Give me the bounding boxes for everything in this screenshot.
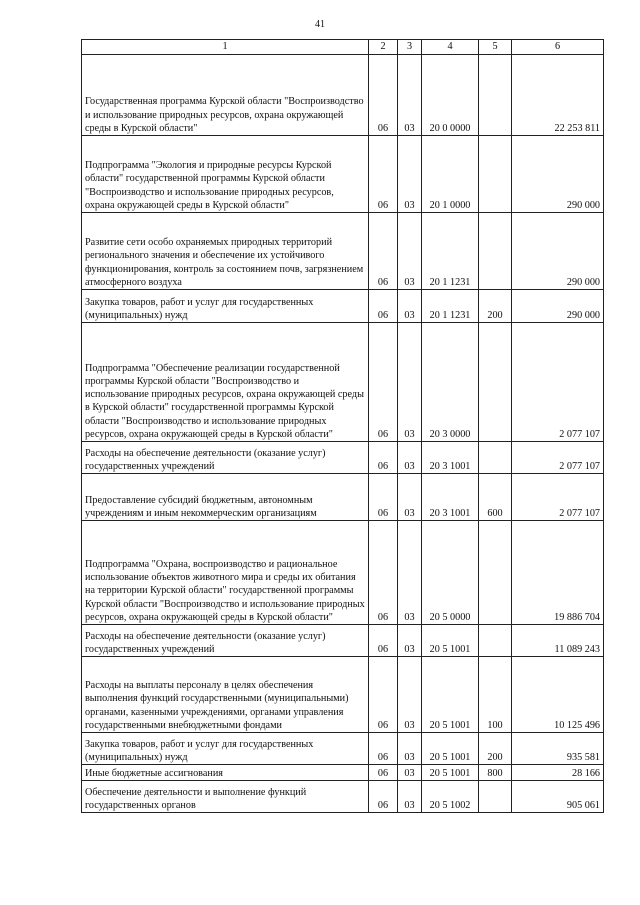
row-vr: 600 [479,474,512,521]
row-csr: 20 5 0000 [422,521,479,625]
header-col-3: 3 [398,40,422,55]
row-sum: 290 000 [512,136,604,213]
row-pr: 03 [398,55,422,136]
header-col-5: 5 [479,40,512,55]
row-csr: 20 1 1231 [422,213,479,290]
row-pr: 03 [398,442,422,474]
row-vr [479,625,512,657]
header-col-2: 2 [369,40,398,55]
row-rz: 06 [369,55,398,136]
row-csr: 20 1 0000 [422,136,479,213]
row-sum: 28 166 [512,765,604,781]
row-rz: 06 [369,733,398,765]
row-name: Государственная программа Курской области "Воспроизводство и использование природных ресурсов, охрана окружающей среды в Курской области" [82,55,369,136]
header-col-1: 1 [82,40,369,55]
row-rz: 06 [369,625,398,657]
row-vr [479,521,512,625]
row-sum: 290 000 [512,290,604,323]
row-rz: 06 [369,781,398,813]
row-sum: 290 000 [512,213,604,290]
row-csr: 20 5 1002 [422,781,479,813]
row-rz: 06 [369,290,398,323]
row-vr [479,136,512,213]
row-sum: 22 253 811 [512,55,604,136]
row-vr [479,442,512,474]
row-csr: 20 5 1001 [422,625,479,657]
row-csr: 20 1 1231 [422,290,479,323]
row-name: Обеспечение деятельности и выполнение функций государственных органов [82,781,369,813]
table-row [82,474,604,521]
row-pr: 03 [398,625,422,657]
row-vr: 100 [479,657,512,733]
table-row [82,136,604,213]
row-rz: 06 [369,136,398,213]
row-name: Расходы на выплаты персоналу в целях обеспечения выполнения функций государственными (муниципальными) органами, казенными учреждениями, органами управления государственными внебюджетными фондами [82,657,369,733]
row-rz: 06 [369,765,398,781]
row-vr [479,55,512,136]
row-name: Расходы на обеспечение деятельности (оказание услуг) государственных учреждений [82,442,369,474]
row-name: Иные бюджетные ассигнования [82,765,369,781]
row-pr: 03 [398,765,422,781]
table-row [82,657,604,733]
row-pr: 03 [398,213,422,290]
row-pr: 03 [398,781,422,813]
row-pr: 03 [398,521,422,625]
row-sum: 2 077 107 [512,474,604,521]
table-row [82,521,604,625]
row-name: Развитие сети особо охраняемых природных территорий регионального значения и обеспечение их устойчивого функционирования, контроль за состоянием почв, загрязнением атмосферного воздуха [82,213,369,290]
row-name: Предоставление субсидий бюджетным, автономным учреждениям и иным некоммерческим организациям [82,474,369,521]
row-name: Подпрограмма "Обеспечение реализации государственной программы Курской области "Воспроизводство и использование природных ресурсов, охрана окружающей среды в Курской области" государственной программы Курской области "Воспроизводство и использование природных ресурсов, охрана окружающей среды в Курской области" [82,323,369,442]
table-row [82,55,604,136]
header-col-6: 6 [512,40,604,55]
row-csr: 20 5 1001 [422,733,479,765]
row-sum: 935 581 [512,733,604,765]
table-row [82,765,604,781]
row-sum: 2 077 107 [512,442,604,474]
row-vr: 800 [479,765,512,781]
table-row [82,290,604,323]
table-row [82,213,604,290]
row-vr [479,213,512,290]
row-vr: 200 [479,733,512,765]
row-sum: 2 077 107 [512,323,604,442]
row-pr: 03 [398,657,422,733]
row-csr: 20 3 1001 [422,474,479,521]
header-row [82,40,604,55]
row-rz: 06 [369,521,398,625]
row-rz: 06 [369,323,398,442]
page-number: 41 [315,19,325,30]
row-name: Закупка товаров, работ и услуг для государственных (муниципальных) нужд [82,733,369,765]
row-rz: 06 [369,657,398,733]
row-pr: 03 [398,474,422,521]
row-pr: 03 [398,733,422,765]
row-sum: 19 886 704 [512,521,604,625]
row-pr: 03 [398,323,422,442]
row-sum: 10 125 496 [512,657,604,733]
table-row [82,323,604,442]
row-csr: 20 3 1001 [422,442,479,474]
row-name: Расходы на обеспечение деятельности (оказание услуг) государственных учреждений [82,625,369,657]
row-vr [479,781,512,813]
row-sum: 11 089 243 [512,625,604,657]
row-rz: 06 [369,213,398,290]
row-vr [479,323,512,442]
row-rz: 06 [369,474,398,521]
row-csr: 20 5 1001 [422,765,479,781]
row-csr: 20 5 1001 [422,657,479,733]
row-rz: 06 [369,442,398,474]
table-row [82,625,604,657]
row-vr: 200 [479,290,512,323]
table-row [82,781,604,813]
row-csr: 20 3 0000 [422,323,479,442]
table-row [82,733,604,765]
row-pr: 03 [398,290,422,323]
header-col-4: 4 [422,40,479,55]
row-pr: 03 [398,136,422,213]
row-csr: 20 0 0000 [422,55,479,136]
budget-table [81,39,604,813]
row-sum: 905 061 [512,781,604,813]
row-name: Закупка товаров, работ и услуг для государственных (муниципальных) нужд [82,290,369,323]
row-name: Подпрограмма "Охрана, воспроизводство и рациональное использование объектов животного мира и среды их обитания на территории Курской области" государственной программы Курской области "Воспроизводство и использование природных ресурсов, охрана окружающей среды в Курской области" [82,521,369,625]
row-name: Подпрограмма "Экология и природные ресурсы Курской области" государственной программы Курской области "Воспроизводство и использование природных ресурсов, охрана окружающей среды в Курской области" [82,136,369,213]
table-row [82,442,604,474]
